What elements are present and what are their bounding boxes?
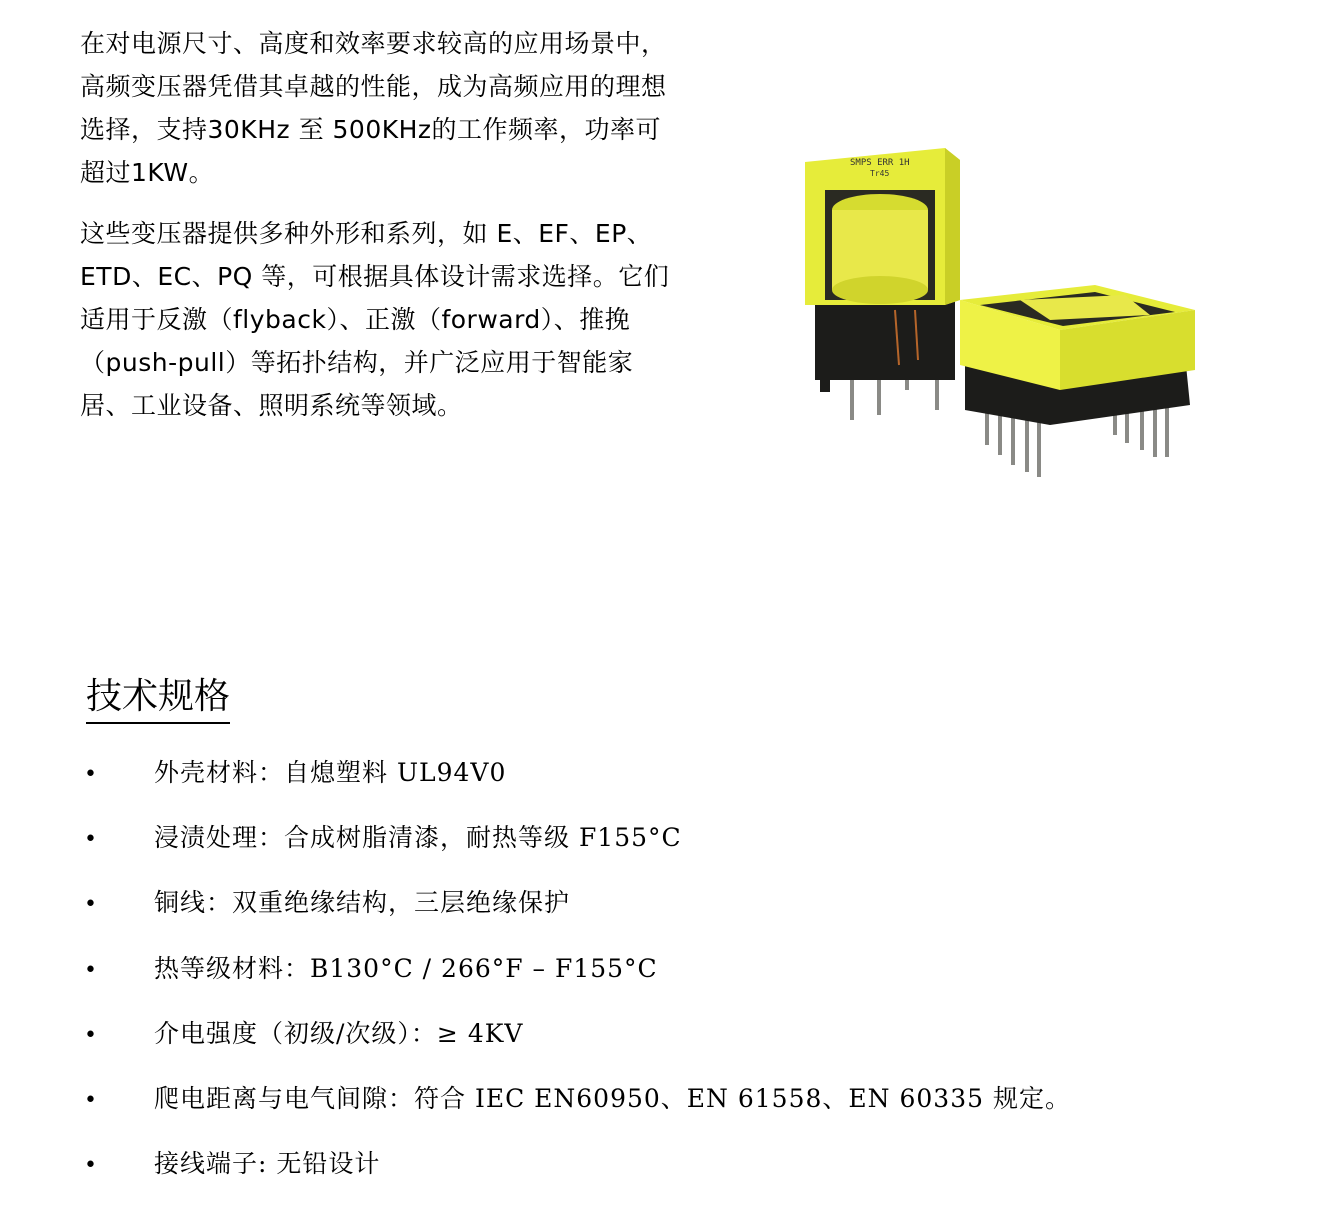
bullet: • bbox=[84, 1153, 97, 1179]
spec-text: 外壳材料：自熄塑料 UL94V0 bbox=[154, 758, 507, 787]
bullet: • bbox=[84, 762, 97, 787]
bullet: • bbox=[84, 957, 97, 983]
bullet: • bbox=[84, 892, 97, 918]
spec-text: 铜线：双重绝缘结构，三层绝缘保护 bbox=[154, 888, 571, 918]
spec-text: 爬电距离与电气间隙：符合 IEC EN60950、EN 61558、EN 60335 规定。 bbox=[154, 1083, 1071, 1113]
tech-specs-title: 技术规格 bbox=[86, 672, 230, 724]
spec-item-dielectric-strength bbox=[84, 1009, 1284, 1074]
svg-text:Tr45: Tr45 bbox=[870, 169, 890, 178]
spec-text: 介电强度（初级/次级）：≥ 4KV bbox=[154, 1018, 524, 1048]
spec-item-housing bbox=[84, 748, 1284, 813]
spec-item-copper-wire bbox=[84, 878, 1284, 943]
transformer-product-image bbox=[795, 140, 1205, 485]
intro-text bbox=[80, 22, 680, 427]
spec-text: 浸渍处理：合成树脂清漆，耐热等级 F155°C bbox=[154, 823, 682, 853]
part-marking: SMPS ERR 1H bbox=[850, 158, 910, 168]
spec-item-creepage-clearance bbox=[84, 1074, 1284, 1139]
transformer-horizontal bbox=[960, 285, 1195, 477]
spec-text: 热等级材料：B130°C / 266°F – F155°C bbox=[154, 953, 658, 983]
bullet: • bbox=[84, 1022, 97, 1048]
intro-paragraph-series: 这些变压器提供多种外形和系列，如 E、EF、EP、ETD、EC、PQ 等，可根据具体设计需求选择。它们适用于反激（flyback）、正激（forward）、推挽（push-pull）等拓扑结构，并广泛应用于智能家居、工业设备、照明系统等领域。 bbox=[80, 219, 670, 420]
spec-item-thermal-class bbox=[84, 944, 1284, 1009]
bullet: • bbox=[84, 827, 97, 853]
spec-item-terminals bbox=[84, 1139, 1284, 1204]
transformer-vertical bbox=[805, 148, 960, 420]
tech-specs-list bbox=[84, 748, 1284, 1204]
spec-item-impregnation bbox=[84, 813, 1284, 878]
intro-paragraph-frequency: 在对电源尺寸、高度和效率要求较高的应用场景中，高频变压器凭借其卓越的性能，成为高频应用的理想选择，支持30KHz 至 500KHz的工作频率，功率可超过1KW。 bbox=[80, 29, 667, 187]
spec-text: 接线端子: 无铅设计 bbox=[154, 1149, 381, 1179]
bullet: • bbox=[84, 1087, 97, 1113]
